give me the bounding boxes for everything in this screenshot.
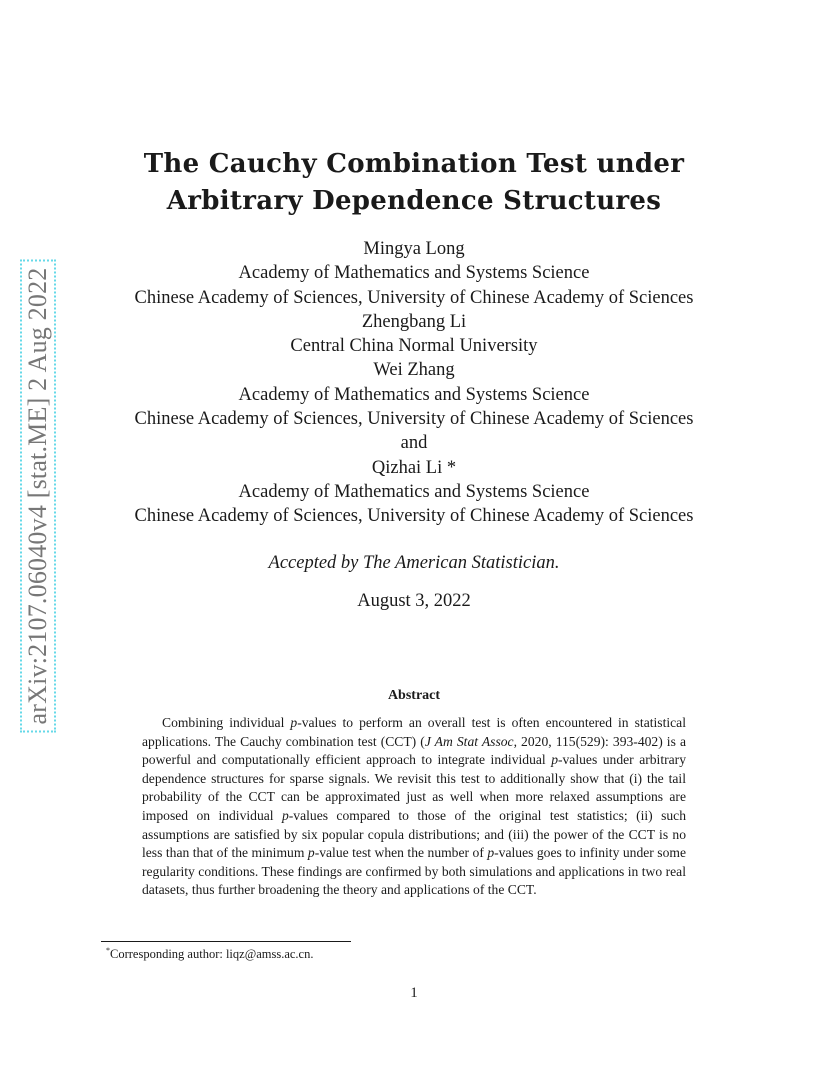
footnote-text[interactable]: Corresponding author: liqz@amss.ac.cn. [110, 947, 314, 962]
abstract-italic-p: p [551, 752, 558, 768]
footnote-mark: * [106, 946, 110, 955]
author-affiliation: Chinese Academy of Sciences, University of Chinese Academy of Sciences [134, 506, 694, 527]
footnote-divider [101, 941, 351, 942]
author-name: Wei Zhang [373, 360, 455, 381]
abstract-body [142, 714, 686, 900]
title-line-1: The Cauchy Combination Test under [143, 149, 685, 179]
abstract-italic-p: p [487, 845, 495, 861]
abstract-text: -value test when the number of [314, 845, 488, 861]
abstract-heading: Abstract [387, 688, 441, 703]
author-affiliation: Chinese Academy of Sciences, University of Chinese Academy of Sciences [134, 287, 694, 308]
page-number: 1 [410, 985, 418, 1001]
abstract-text: -values goes to infinity under some regularity conditions. These findings are confirmed by both simulations and applications in two real datasets, thus further broadening the theory and applications of the CCT. [142, 845, 686, 898]
abstract-italic-p: p [307, 845, 315, 861]
author-name: Mingya Long [363, 239, 465, 259]
abstract-text: -values under arbitrary dependence structures for sparse signals. We revisit this test to additionally show that (i) the tail probability of the CCT can be approximated just as well when more relaxed assumptions are imposed on individual [142, 752, 686, 823]
author-affiliation: Academy of Mathematics and Systems Science [238, 263, 590, 284]
author-name: Qizhai Li * [371, 457, 457, 478]
author-affiliation: Academy of Mathematics and Systems Science [238, 384, 590, 405]
footnote [106, 946, 313, 962]
paper-title [0, 146, 828, 220]
author-affiliation: Central China Normal University [290, 336, 538, 357]
arxiv-identifier-stamp[interactable]: arXiv:2107.06040v4 [stat.ME] 2 Aug 2022 [20, 260, 56, 733]
acceptance-note: Accepted by The American Statistician. [268, 553, 560, 573]
author-block [0, 237, 828, 529]
author-affiliation: Academy of Mathematics and Systems Science [238, 481, 590, 502]
author-conjunction: and [400, 433, 428, 454]
abstract-italic-p: p [290, 715, 298, 730]
abstract-italic-p: p [281, 807, 289, 823]
author-affiliation: Chinese Academy of Sciences, University of Chinese Academy of Sciences [134, 409, 694, 430]
abstract-text: -values compared to those of the original test statistics; (ii) such assumptions are satisfied by six popular copula distributions; and (iii) the power of the CCT is no less than that of the minimum [142, 807, 687, 861]
abstract-text: , 2020, 115(529): 393-402) is a powerful and computationally efficient approach to integrate individual [142, 733, 686, 768]
title-line-2: Arbitrary Dependence Structures [166, 186, 662, 216]
abstract-text: Combining individual [162, 715, 291, 730]
abstract-journal-name: J Am Stat Assoc [424, 733, 514, 749]
paper-date: August 3, 2022 [357, 591, 471, 611]
author-name: Zhengbang Li [361, 311, 467, 332]
abstract-text: -values to perform an overall test is often encountered in statistical applications. The Cauchy combination test (CCT) ( [142, 715, 686, 749]
